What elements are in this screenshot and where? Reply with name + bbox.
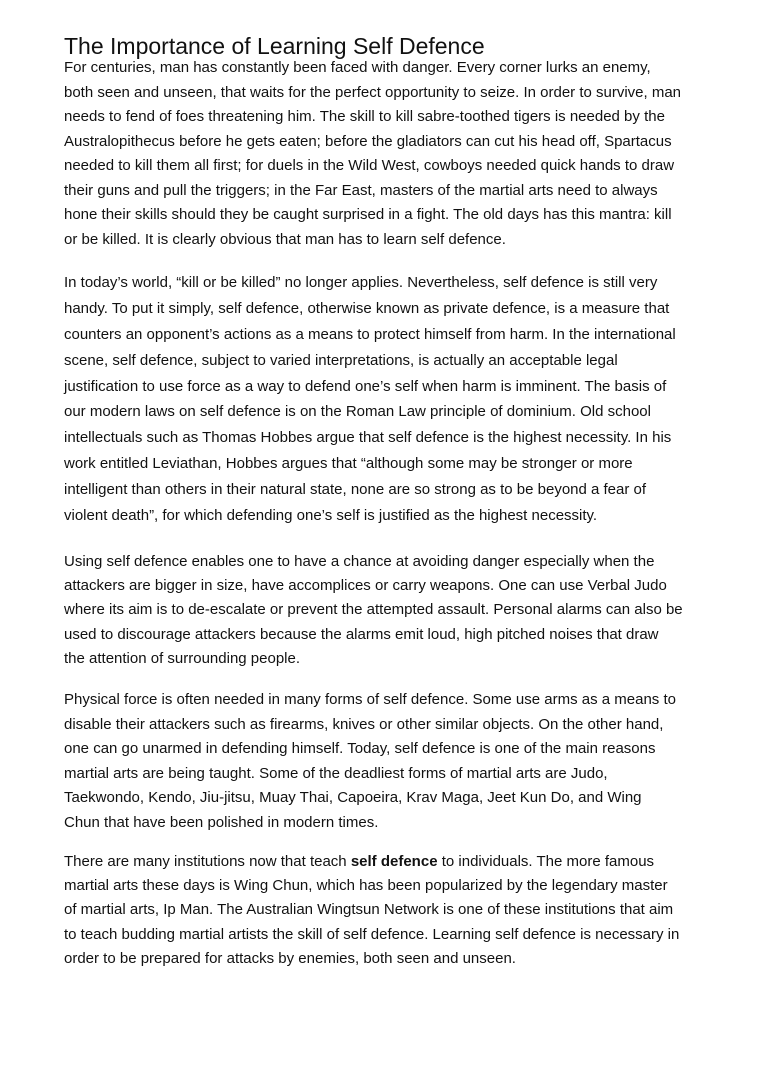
paragraph-line: hone their skills should they be caught surprised in a fight. The old days has this mantra: kill <box>64 206 672 223</box>
paragraph-line: In today’s world, “kill or be killed” no longer applies. Nevertheless, self defence is still very <box>64 274 658 291</box>
paragraph-line: to teach budding martial artists the skill of self defence. Learning self defence is necessary in <box>64 925 680 943</box>
paragraph-line: or be killed. It is clearly obvious that man has to learn self defence. <box>64 230 506 248</box>
paragraph-1 <box>64 56 744 252</box>
paragraph-line: needs to fend of foes threatening him. The skill to kill sabre-toothed tigers is needed by the <box>64 108 665 125</box>
paragraph-line: intellectuals such as Thomas Hobbes argue that self defence is the highest necessity. In his <box>64 429 672 447</box>
paragraph-line: violent death”, for which defending one’s self is justified as the highest necessity. <box>64 507 598 525</box>
paragraph-line: order to be prepared for attacks by enemies, both seen and unseen. <box>64 949 516 967</box>
paragraph-line: Australopithecus before he gets eaten; before the gladiators can cut his head off, Spartacus <box>64 132 672 150</box>
paragraph-line: For centuries, man has constantly been faced with danger. Every corner lurks an enemy, <box>64 59 651 76</box>
paragraph-line: justification to use force as a way to defend one’s self when harm is imminent. The basis of <box>64 377 667 395</box>
paragraph-line: handy. To put it simply, self defence, otherwise known as private defence, is a measure that <box>64 299 670 317</box>
paragraph-line: scene, self defence, subject to varied interpretations, is actually an acceptable legal <box>64 351 618 369</box>
paragraph-line: of martial arts, Ip Man. The Australian Wingtsun Network is one of these institutions that aim <box>64 901 674 919</box>
paragraph-line: Using self defence enables one to have a chance at avoiding danger especially when the <box>64 553 655 570</box>
paragraph-line: Chun that have been polished in modern times. <box>64 813 379 831</box>
paragraph-line: where its aim is to de-escalate or prevent the attempted assault. Personal alarms can also be <box>64 601 683 619</box>
paragraph-line: their guns and pull the triggers; in the Far East, masters of the martial arts need to always <box>64 181 658 199</box>
paragraph-line <box>64 850 744 874</box>
document-title: The Importance of Learning Self Defence <box>64 33 485 59</box>
paragraph-5 <box>64 850 744 971</box>
bold-text: self defence <box>350 853 438 870</box>
paragraph-line: disable their attackers such as firearms, knives or other similar objects. On the other hand, <box>64 715 664 733</box>
paragraph-line: one can go unarmed in defending himself. Today, self defence is one of the main reasons <box>64 740 656 758</box>
paragraph-line: attackers are bigger in size, have accomplices or carry weapons. One can use Verbal Judo <box>64 577 667 595</box>
paragraph-line: our modern laws on self defence is on the Roman Law principle of dominium. Old school <box>64 403 651 421</box>
paragraph-line: work entitled Leviathan, Hobbes argues that “although some may be stronger or more <box>64 455 633 473</box>
paragraph-line: counters an opponent’s actions as a means to protect himself from harm. In the international <box>64 325 676 343</box>
paragraph-2 <box>64 270 744 529</box>
paragraph-line: needed to kill them all first; for duels in the Wild West, cowboys needed quick hands to draw <box>64 157 675 174</box>
text-run: to individuals. The more famous <box>437 853 655 870</box>
paragraph-line: used to discourage attackers because the alarms emit loud, high pitched noises that draw <box>64 625 659 643</box>
paragraph-line: Physical force is often needed in many forms of self defence. Some use arms as a means to <box>64 691 676 708</box>
paragraph-line: the attention of surrounding people. <box>64 649 301 667</box>
paragraph-4 <box>64 688 744 836</box>
paragraph-3 <box>64 550 744 671</box>
paragraph-line: martial arts are being taught. Some of the deadliest forms of martial arts are Judo, <box>64 764 608 782</box>
paragraph-line: Taekwondo, Kendo, Jiu-jitsu, Muay Thai, Capoeira, Krav Maga, Jeet Kun Do, and Wing <box>64 789 642 807</box>
paragraph-line: martial arts these days is Wing Chun, which has been popularized by the legendary master <box>64 877 668 895</box>
paragraph-line: both seen and unseen, that waits for the perfect opportunity to seize. In order to survive, man <box>64 83 682 101</box>
paragraph-line: intelligent than others in their natural state, none are so strong as to be beyond a fear of <box>64 481 647 499</box>
text-run: There are many institutions now that teach <box>64 853 351 870</box>
